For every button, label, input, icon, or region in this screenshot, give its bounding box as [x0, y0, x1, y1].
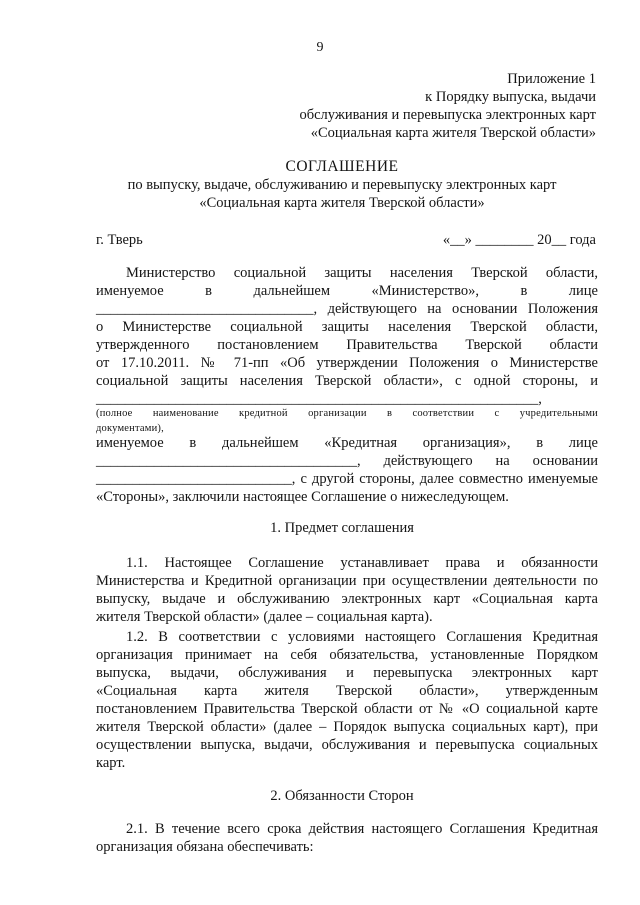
- paragraph-line: организация обязана обеспечивать:: [96, 839, 314, 855]
- paragraph-line: 2.1. В течение всего срока действия настоящего Соглашения Кредитная: [126, 821, 598, 837]
- footnote-note: документами),: [96, 423, 164, 434]
- preamble-line: именуемое в дальнейшем «Кредитная организация», в лице: [96, 435, 598, 451]
- appendix-line: «Социальная карта жителя Тверской области»: [310, 125, 596, 141]
- section-heading: 2. Обязанности Сторон: [270, 788, 414, 804]
- paragraph-line: постановлением Правительства Тверской области от № «О социальной карте: [96, 701, 598, 717]
- document-subtitle: «Социальная карта жителя Тверской области»: [199, 195, 485, 211]
- page-number: 9: [316, 40, 324, 55]
- section-heading: 1. Предмет соглашения: [270, 520, 414, 536]
- footnote-note: (полное наименование кредитной организации в соответствии с учредительными: [96, 408, 598, 419]
- preamble-line: Министерство социальной защиты населения Тверской области,: [126, 265, 598, 281]
- preamble-line: утвержденного постановлением Правительства Тверской области: [96, 337, 598, 353]
- paragraph-line: 1.1. Настоящее Соглашение устанавливает права и обязанности: [126, 555, 598, 571]
- paragraph-line: жителя Тверской области» (далее – Порядок выпуска социальных карт), при: [96, 719, 598, 735]
- preamble-line: о Министерстве социальной защиты населения Тверской области,: [96, 319, 598, 335]
- paragraph-line: выпуску, выдаче и обслуживанию электронных карт «Социальная карта: [96, 591, 598, 607]
- preamble-line: именуемое в дальнейшем «Министерство», в лице: [96, 283, 598, 299]
- appendix-line: к Порядку выпуска, выдачи: [425, 89, 596, 105]
- blank-line: _____________________________________________________________,: [96, 391, 542, 407]
- paragraph-line: выпуска, выдачи, обслуживания и перевыпуска электронных карт: [96, 665, 598, 681]
- paragraph-line: организация принимает на себя обязательства, установленные Порядком: [96, 647, 598, 663]
- paragraph-line: 1.2. В соответствии с условиями настоящего Соглашения Кредитная: [126, 629, 598, 645]
- paragraph-line: осуществлении выпуска, выдачи, обслуживания и перевыпуска социальных: [96, 737, 598, 753]
- document-subtitle: по выпуску, выдаче, обслуживанию и перевыпуску электронных карт: [127, 177, 557, 193]
- preamble-line: ___________________________, с другой стороны, далее совместно именуемые: [96, 471, 598, 487]
- paragraph-line: карт.: [96, 755, 126, 771]
- paragraph-line: Министерства и Кредитной организации при осуществлении деятельности по: [96, 573, 598, 589]
- appendix-line: Приложение 1: [507, 71, 596, 87]
- paragraph-line: жителя Тверской области» (далее – социальная карта).: [96, 609, 433, 625]
- preamble-line: ____________________________________, действующего на основании: [96, 453, 598, 469]
- appendix-line: обслуживания и перевыпуска электронных карт: [299, 107, 596, 123]
- paragraph-line: «Социальная карта жителя Тверской области», утвержденным: [96, 683, 598, 699]
- document-title: СОГЛАШЕНИЕ: [285, 158, 399, 175]
- preamble-line: социальной защиты населения Тверской области», с одной стороны, и: [96, 373, 598, 389]
- preamble-line: от 17.10.2011. № 71-пп «Об утверждении Положения о Министерстве: [96, 355, 598, 371]
- preamble-line: «Стороны», заключили настоящее Соглашение о нижеследующем.: [96, 489, 509, 505]
- date-field: «__» ________ 20__ года: [442, 232, 596, 248]
- preamble-line: ______________________________, действующего на основании Положения: [96, 301, 598, 317]
- city: г. Тверь: [96, 232, 143, 248]
